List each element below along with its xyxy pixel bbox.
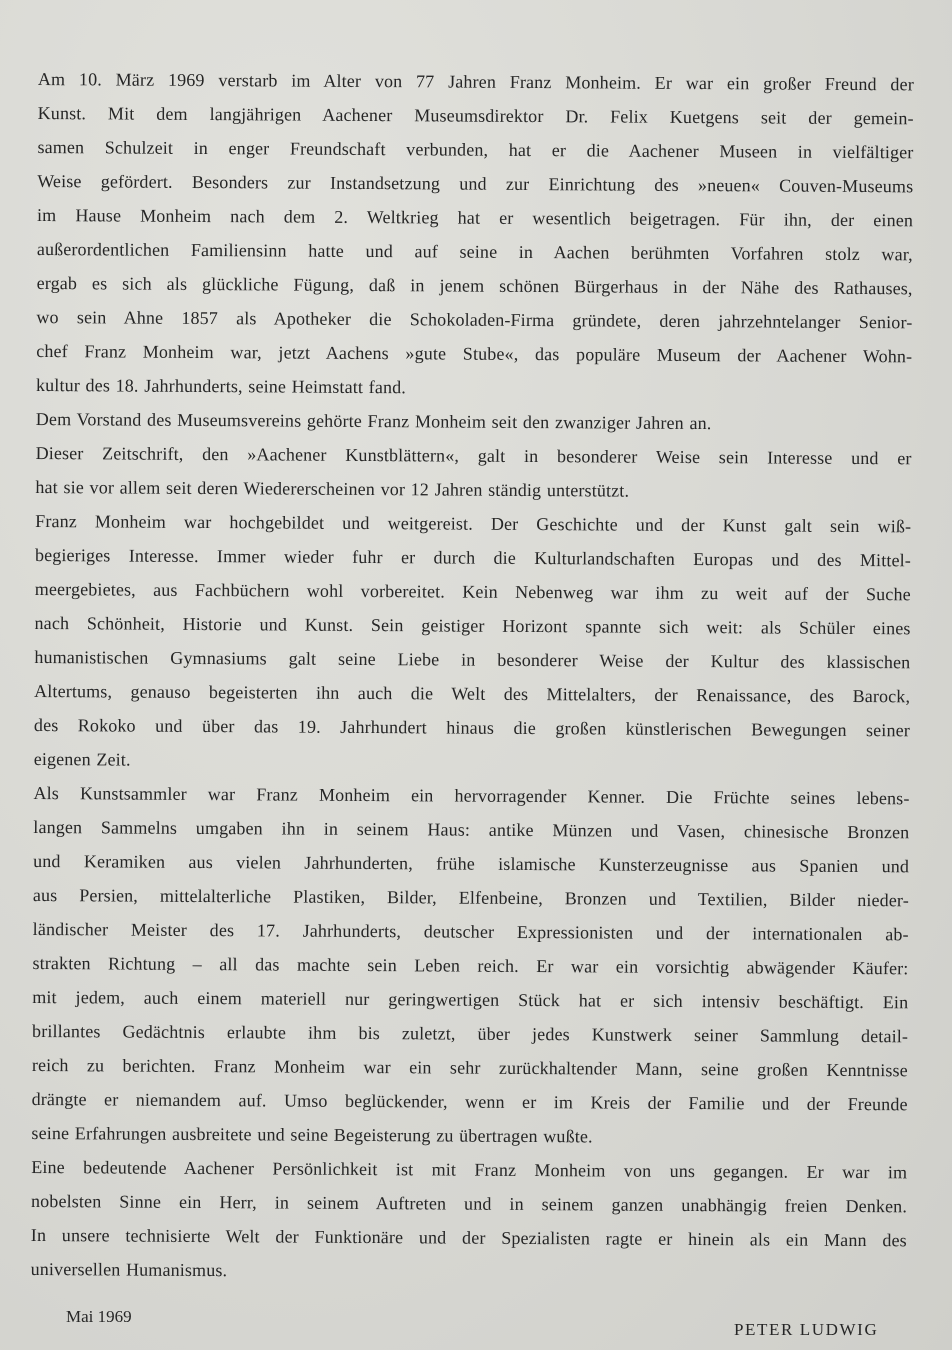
text-line: wo sein Ahne 1857 als Apotheker die Schokoladen-Firma gründete, deren jahrzehntelanger Senior- [36,306,913,333]
text-line: samen Schulzeit in enger Freundschaft verbunden, hat er die Aachener Museen in vielfältiger [37,136,914,163]
text-line: Weise gefördert. Besonders zur Instandsetzung und zur Einrichtung des »neuen« Couven-Museums [37,170,914,197]
author-signature: PETER LUDWIG [734,1320,879,1339]
text-line: humanistischen Gymnasiums galt seine Liebe in besonderer Weise der Kultur des klassischen [34,646,911,673]
text-line: drängte er niemandem auf. Umso beglückender, wenn er im Kreis der Familie und der Freunde [31,1088,908,1115]
text-line: Dem Vorstand des Museumsvereins gehörte Franz Monheim seit den zwanziger Jahren an. [35,408,712,434]
text-line: außerordentlichen Familiensinn hatte und auf seine in Aachen berühmten Vorfahren stolz war, [36,238,913,265]
paragraph [34,504,912,781]
text-line: Altertums, genauso begeisterten ihn auch die Welt des Mittelalters, der Renaissance, des Barock, [34,680,911,707]
text-line: eigenen Zeit. [33,748,131,770]
text-line: mit jedem, auch einem materiell nur geringwertigen Stück hat er sich intensiv beschäftigt. Ein [32,986,909,1013]
paragraph [36,62,914,407]
text-line: Franz Monheim war hochgebildet und weitgereist. Der Geschichte und der Kunst galt sein wiß- [35,510,912,537]
text-line: Am 10. März 1969 verstarb im Alter von 77 Jahren Franz Monheim. Er war ein großer Freund der [37,68,914,95]
text-line: In unsere technisierte Welt der Funktionäre und der Spezialisten ragte er hinein als ein Mann des [30,1224,907,1251]
paragraph [31,776,909,1155]
text-line: hat sie vor allem seit deren Wiedererscheinen vor 12 Jahren ständig unterstützt. [35,476,630,501]
text-line: ergab es sich als glückliche Fügung, daß in jenem schönen Bürgerhaus in der Nähe des Rathauses, [36,272,913,299]
text-line: ländischer Meister des 17. Jahrhunderts, deutscher Expressionisten und der internationalen ab- [32,918,909,945]
text-line: und Keramiken aus vielen Jahrhunderten, frühe islamische Kunsterzeugnisse aus Spanien und [33,850,910,877]
text-line: brillantes Gedächtnis erlaubte ihm bis zuletzt, über jedes Kunstwerk seiner Sammlung detail- [32,1020,909,1047]
text-line: kultur des 18. Jahrhunderts, seine Heimstatt fand. [35,374,407,398]
paragraph [31,1150,908,1291]
text-line: begieriges Interesse. Immer wieder fuhr er durch die Kulturlandschaften Europas und des Mittel- [34,544,912,571]
date-line: Mai 1969 [66,1307,132,1326]
text-line: im Hause Monheim nach dem 2. Weltkrieg hat er wesentlich beigetragen. Für ihn, der einen [37,204,914,231]
text-line: strakten Richtung – all das machte sein Leben reich. Er war ein vorsichtig abwägender Käufer: [32,952,909,979]
text-line: reich zu berichten. Franz Monheim war ein sehr zurückhaltender Mann, seine großen Kenntnisse [31,1054,908,1081]
paragraph [36,402,912,441]
text-line: Als Kunstsammler war Franz Monheim ein hervorragender Kenner. Die Früchte seines lebens- [33,782,910,809]
text-line: universellen Humanismus. [30,1258,228,1281]
text-line: meergebietes, aus Fachbüchern wohl vorbereitet. Kein Nebenweg war ihm zu weit auf der Suche [34,578,911,605]
obituary-text [31,62,914,1291]
text-line: aus Persien, mittelalterliche Plastiken, Bilder, Elfenbeine, Bronzen und Textilien, Bilder nieder- [32,884,909,911]
text-line: Dieser Zeitschrift, den »Aachener Kunstblättern«, galt in besonderer Weise sein Interesse und er [35,442,912,469]
text-line: Eine bedeutende Aachener Persönlichkeit ist mit Franz Monheim von uns gegangen. Er war im [31,1156,908,1183]
text-line: chef Franz Monheim war, jetzt Aachens »gute Stube«, das populäre Museum der Aachener Wohn- [36,340,913,367]
text-line: seine Erfahrungen ausbreitete und seine Begeisterung zu übertragen wußte. [31,1122,593,1147]
text-line: des Rokoko und über das 19. Jahrhundert hinaus die großen künstlerischen Bewegungen seiner [33,714,910,741]
text-line: langen Sammelns umgaben ihn in seinem Haus: antike Münzen und Vasen, chinesische Bronzen [33,816,910,843]
text-line: nobelsten Sinne ein Herr, in seinem Auftreten und in seinem ganzen unabhängig freien Denken. [30,1190,908,1217]
text-line: nach Schönheit, Historie und Kunst. Sein geistiger Horizont spannte sich weit: als Schüler eines [34,612,911,639]
paragraph [35,436,911,509]
text-line: Kunst. Mit dem langjährigen Aachener Museumsdirektor Dr. Felix Kuetgens seit der gemein- [37,102,914,129]
